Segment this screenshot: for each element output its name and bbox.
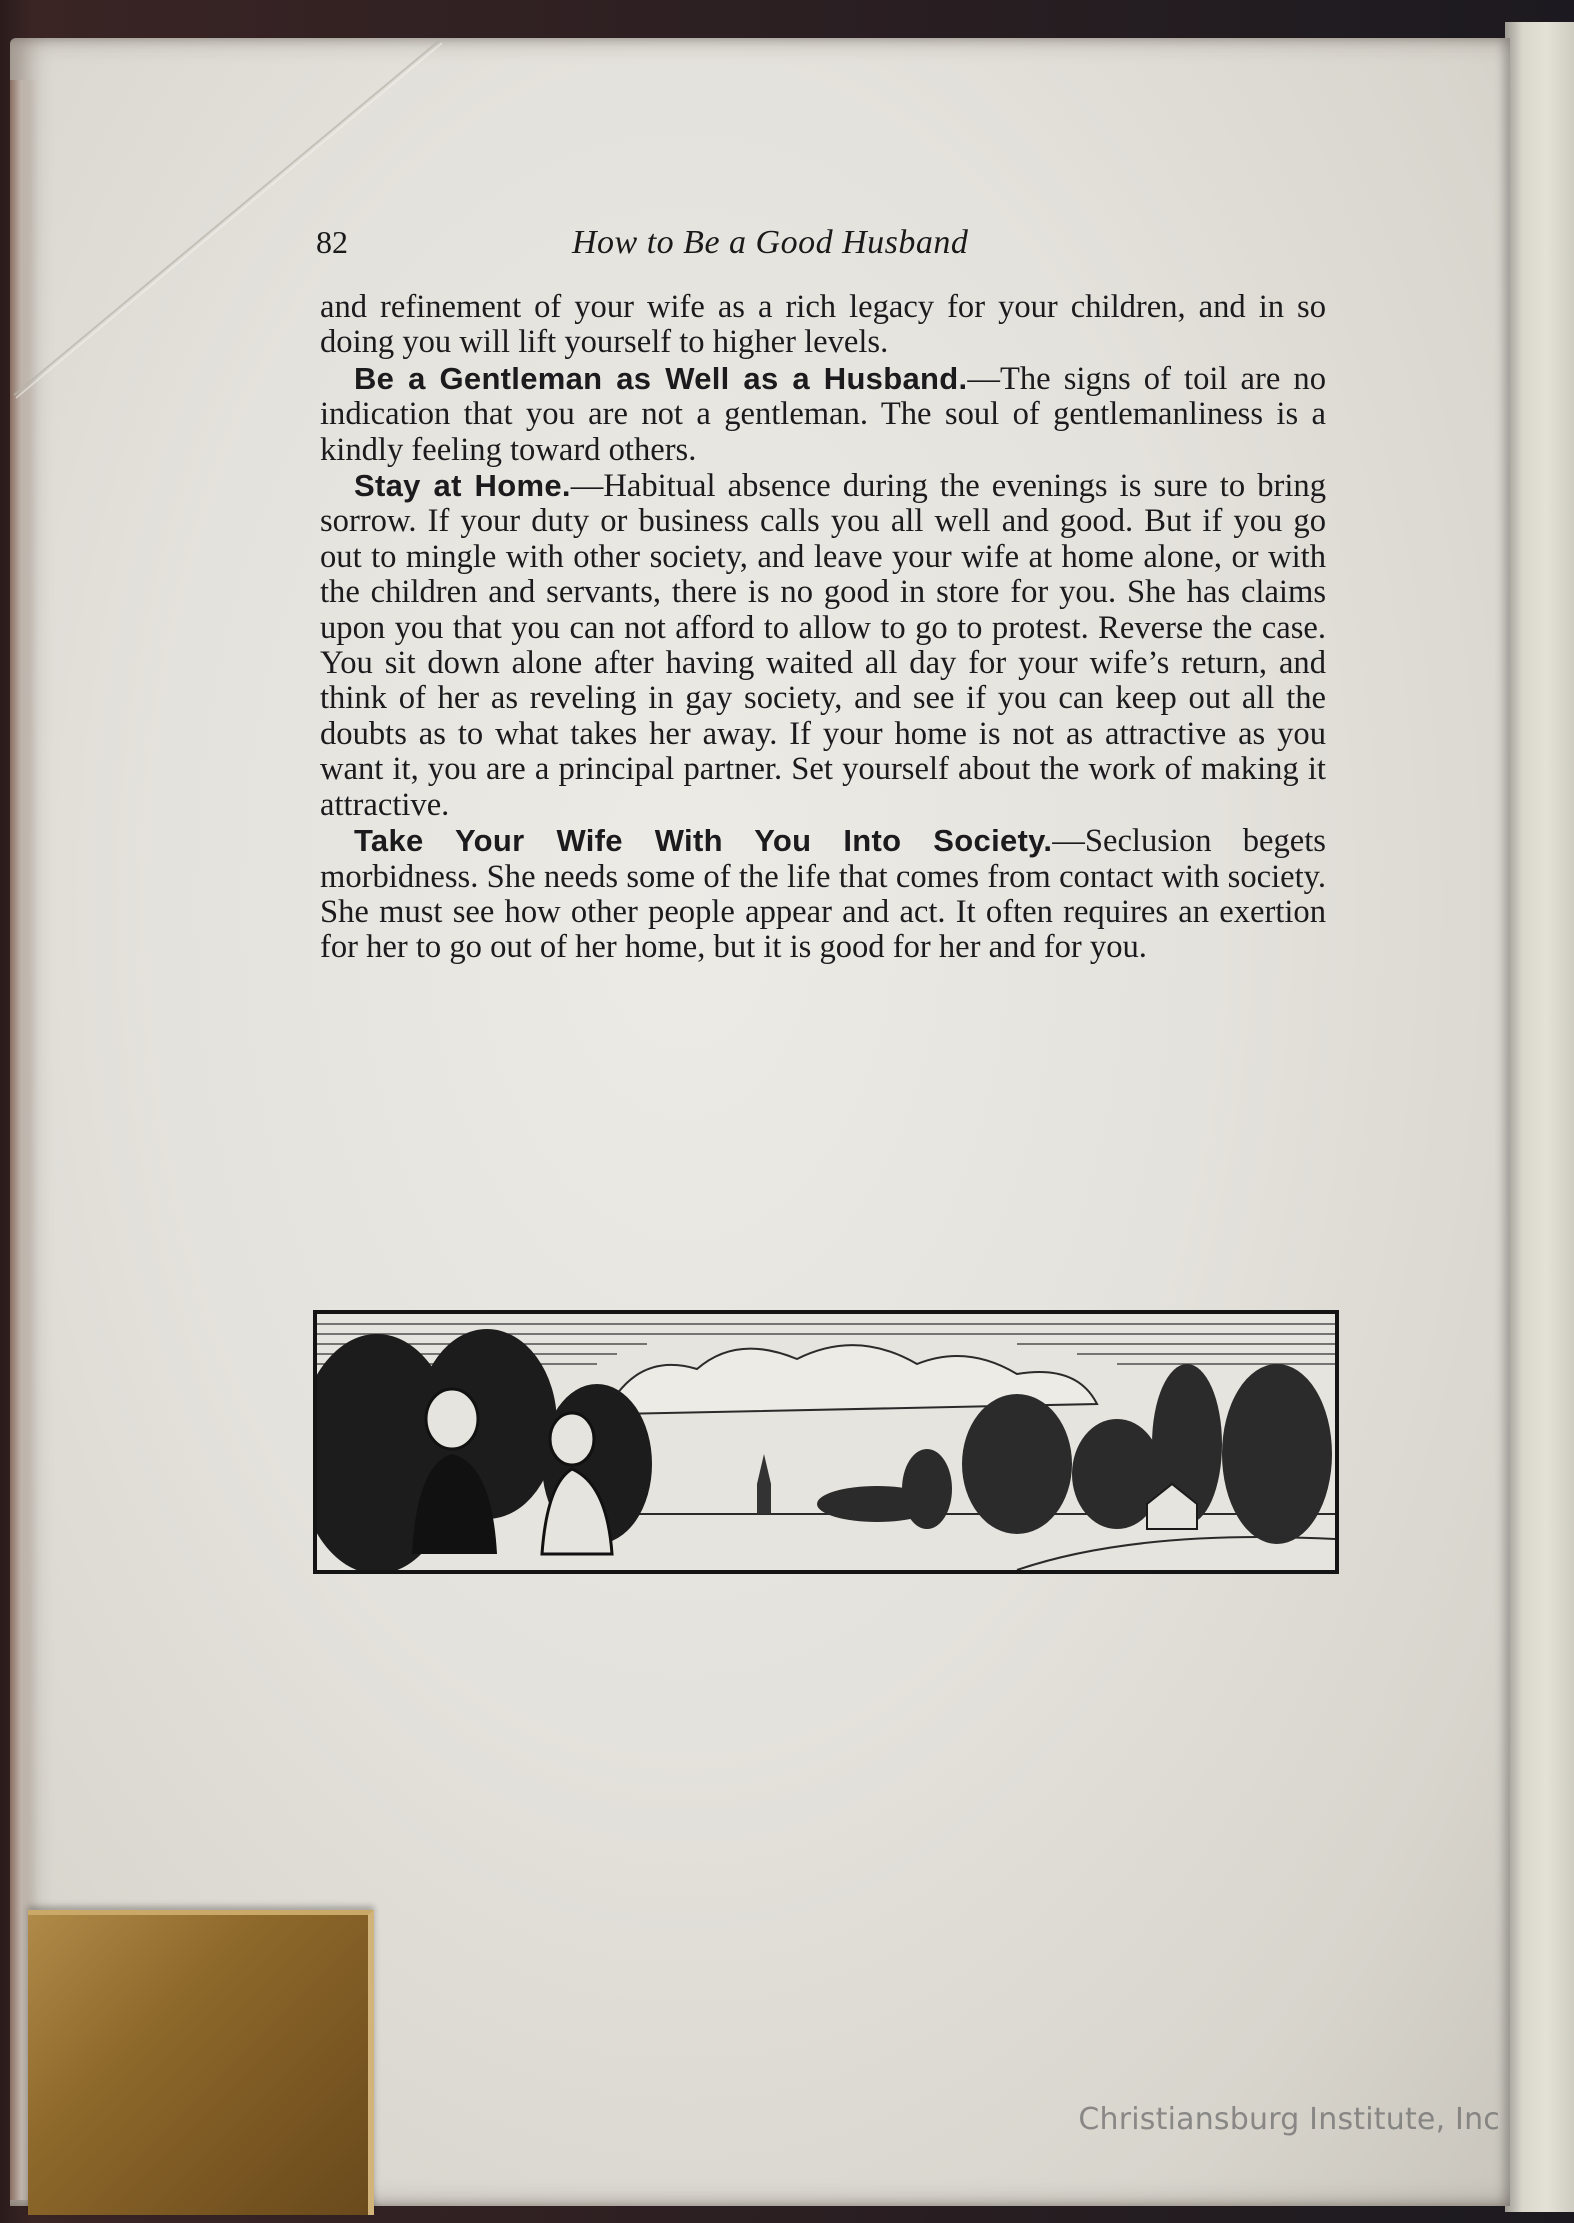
running-head <box>316 220 1334 270</box>
watermark: Christiansburg Institute, Inc <box>1078 2102 1500 2137</box>
paragraph-stay-at-home <box>320 468 1326 823</box>
paragraph-gentleman <box>320 361 1326 468</box>
body-text <box>320 290 1326 966</box>
section-heading-stay-at-home: Stay at Home. <box>354 468 571 504</box>
section-heading-society: Take Your Wife With You Into Society. <box>354 823 1053 859</box>
paragraph-text: —Seclusion begets morbidness. She needs some of the life that comes from contact with society. She must see how other people appear and act. It often requires an exertion for her to go out of her home, but it is good for her and for you. <box>320 823 1326 966</box>
paragraph-text: —Habitual absence during the evenings is sure to bring sorrow. If your duty or business calls you all well and good. But if you go out to mingle with other society, and leave your wife at home alone, or with the children and servants, there is no good in store for you. She has claims upon you that you can not afford to allow to go to protest. Reverse the case. You sit down alone after having waited all day for your wife’s return, and think of her as reveling in gay society, and see if you can keep out all the doubts as to what takes her away. If your home is not as attractive as you want it, you are a principal partner. Set yourself about the work of making it attractive. <box>320 468 1326 823</box>
paragraph-text: and refinement of your wife as a rich legacy for your children, and in so doing you will lift yourself to higher levels. <box>320 289 1326 361</box>
paragraph-text: —The signs of toil are no indication that you are not a gentleman. The soul of gentlemanliness is a kindly feeling toward others. <box>320 360 1326 468</box>
facing-page-edge <box>1505 22 1574 2212</box>
page-spine-shadow <box>10 80 38 2200</box>
section-heading-gentleman: Be a Gentleman as Well as a Husband. <box>354 360 968 396</box>
running-title: How to Be a Good Husband <box>572 224 969 261</box>
paragraph-society <box>320 823 1326 966</box>
paragraph-continuation <box>320 290 1326 361</box>
landscape-couple-engraving-icon <box>313 1310 1339 1574</box>
page-number: 82 <box>316 224 348 260</box>
library-label-plate <box>28 1910 374 2215</box>
